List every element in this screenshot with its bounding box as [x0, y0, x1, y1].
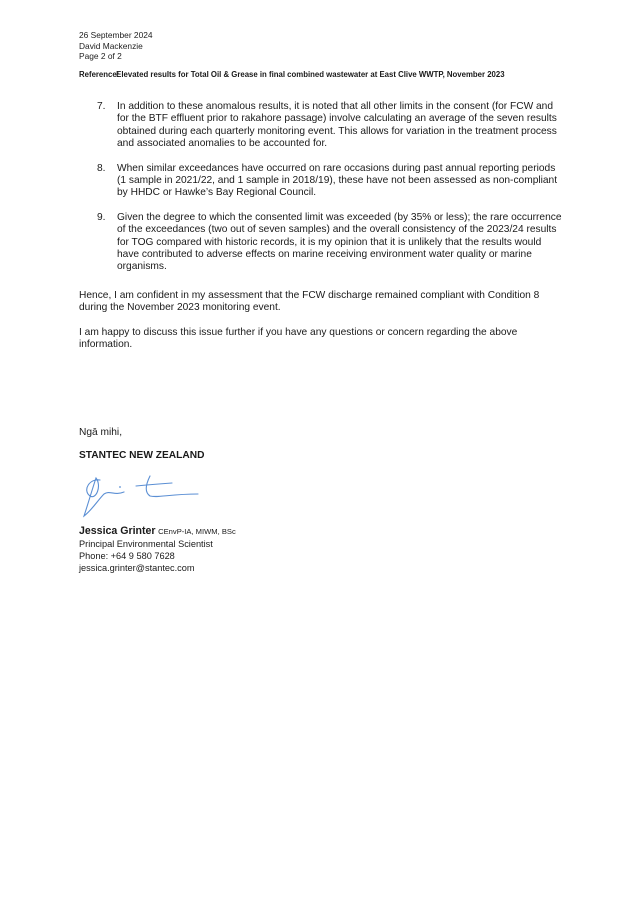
- list-item-number: 8.: [97, 162, 106, 174]
- letter-header: [79, 30, 153, 62]
- reference-label: Reference:: [79, 70, 120, 79]
- company-name: STANTEC NEW ZEALAND: [79, 450, 205, 461]
- list-item-text: In addition to these anomalous results, it is noted that all other limits in the consent (for FCW and for the BTF effluent prior to rakahore passage) involve calculating an average of the seven results obtained during each quarterly monitoring event. This allows for variation in the treatment process and associated anomalies to be accounted for.: [117, 101, 557, 150]
- list-item: [79, 163, 563, 200]
- signatory-email: jessica.grinter@stantec.com: [79, 563, 195, 573]
- signatory-title: Principal Environmental Scientist: [79, 539, 213, 549]
- list-item-text: Given the degree to which the consented limit was exceeded (by 35% or less); the rare occurrence of the exceedances (two out of seven samples) and the overall consistency of the 2023/24 results for TOG compared with historic records, it is my opinion that it is unlikely that the results would have contributed to adverse effects on marine receiving environment water quality or marine organisms.: [117, 211, 562, 273]
- closing-salutation: Ngā mihi,: [79, 427, 123, 438]
- list-item-text: When similar exceedances have occurred on rare occasions during past annual reporting periods (1 sample in 2021/22, and 1 sample in 2018/19), these have not been assessed as non-compliant by HHDC or Hawke’s Bay Regional Council.: [117, 162, 558, 199]
- signatory-phone: Phone: +64 9 580 7628: [79, 551, 175, 561]
- conclusion-paragraph: Hence, I am confident in my assessment that the FCW discharge remained compliant with Condition 8 during the November 2023 monitoring event.: [79, 290, 540, 314]
- recipient-name: David Mackenzie: [79, 40, 143, 51]
- list-item: [79, 101, 563, 151]
- list-item-number: 9.: [97, 211, 106, 223]
- signature-block: [79, 525, 236, 574]
- letter-date: 26 September 2024: [79, 30, 153, 40]
- reference-text: Elevated results for Total Oil & Grease in final combined wastewater at East Clive WWTP, November 2023: [116, 70, 505, 79]
- handwritten-signature: [80, 470, 200, 522]
- numbered-list: [79, 101, 563, 286]
- signatory-name: Jessica Grinter: [79, 525, 156, 537]
- page-number: Page 2 of 2: [79, 51, 122, 62]
- discussion-paragraph: I am happy to discuss this issue further if you have any questions or concern regarding the above information.: [79, 327, 518, 351]
- list-item-number: 7.: [97, 101, 106, 112]
- signatory-credentials: CEnvP-IA, MIWM, BSc: [158, 527, 236, 536]
- reference-line: [79, 70, 505, 79]
- list-item: [79, 212, 563, 274]
